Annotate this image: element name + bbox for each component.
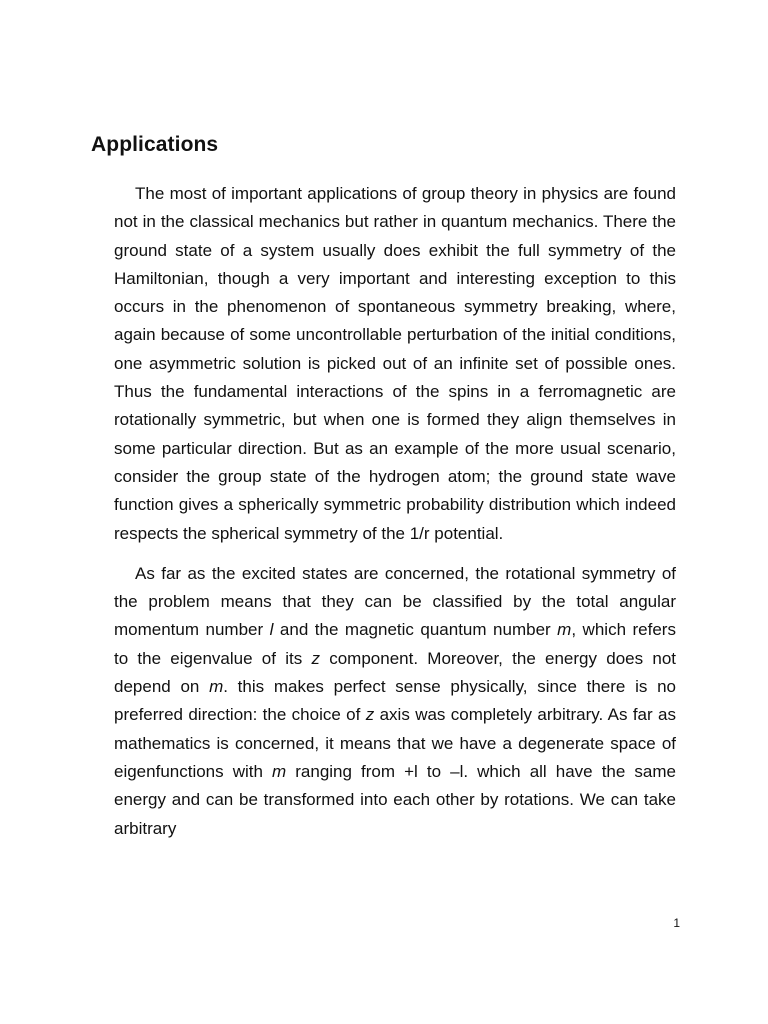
text-run: ranging from +l to –l. which all have the same energy and can be transformed into each other by rotations. We can take arbitrary xyxy=(114,761,676,838)
paragraph xyxy=(114,180,676,548)
text-run: . this makes perfect sense physically, since there is no preferred direction: the choice of xyxy=(114,677,676,725)
math-variable: m xyxy=(557,620,572,640)
text-run: The most of important applications of group theory in physics are found not in the classical mechanics but rather in quantum mechanics. There the ground state of a system usually does exhibit the full symmetry of the Hamiltonian, though a very important and interesting exception to this occurs in the phenomenon of spontaneous symmetry breaking, where, again because of some uncontrollable perturbation of the initial conditions, one asymmetric solution is picked out of an infinite set of possible ones. Thus the fundamental interactions of the spins in a ferromagnetic are rotationally symmetric, but when one is formed they align themselves in some particular direction. But as an example of the more usual scenario, consider the group state of the hydrogen atom; the ground state wave function gives a spherically symmetric probability distribution which indeed respects the spherical symmetry of the 1/r potential. xyxy=(114,184,676,543)
body-text xyxy=(114,180,676,843)
section-heading: Applications xyxy=(91,133,219,156)
text-run: component. Moreover, the energy does not depend on xyxy=(114,648,676,697)
math-variable: l xyxy=(269,620,274,640)
text-run: As far as the excited states are concerned, the rotational symmetry of the problem means that they can be classified by the total angular momentum number xyxy=(114,563,676,640)
text-run: axis was completely arbitrary. As far as mathematics is concerned, it means that we have a degenerate space of eigenfunctions with xyxy=(114,705,676,781)
text-run: and the magnetic quantum number xyxy=(273,620,558,640)
math-variable: m xyxy=(209,677,224,697)
page-number: 1 xyxy=(673,916,680,930)
math-variable: z xyxy=(365,705,375,725)
paragraph xyxy=(114,560,676,843)
math-variable: m xyxy=(272,761,287,781)
math-variable: z xyxy=(311,648,320,668)
text-run: , which refers to the eigenvalue of its xyxy=(114,620,676,668)
